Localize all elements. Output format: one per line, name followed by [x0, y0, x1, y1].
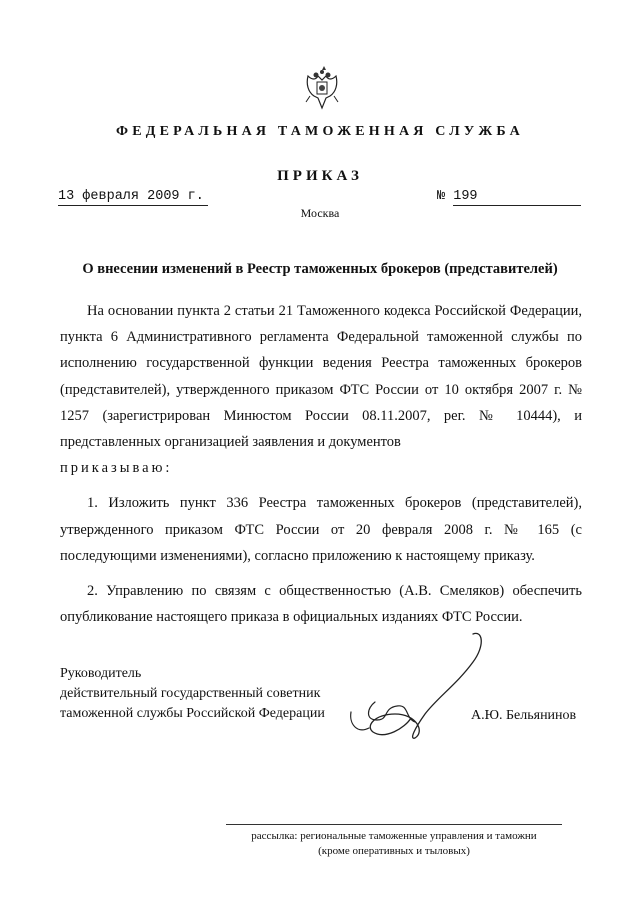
paragraph-basis [60, 298, 582, 481]
signatory-line-1: Руководитель [60, 666, 142, 681]
signatory-line-2: действительный государственный советник [60, 686, 321, 701]
order-number-field [437, 188, 585, 206]
order-number: 199 [453, 188, 581, 206]
basis-text: На основании пункта 2 статьи 21 Таможенного кодекса Российской Федерации, пункта 6 Административного регламента Федеральной таможенной службы по исполнению государственной функции ведения Реестра таможенных брокеров (представителей), утвержденного приказом ФТС России от 10 октября 2007 г. № 1257 (зарегистрирован Минюстом России 08.11.2007, рег. № 10444), и представленных организацией заявления и документов [60, 303, 582, 451]
command-word: приказываю: [60, 460, 173, 477]
signatory-name: А.Ю. Бельянинов [471, 708, 577, 723]
handwritten-signature [345, 628, 495, 750]
paragraph-item-2: 2. Управлению по связям с общественностью (А.В. Смеляков) обеспечить опубликование настоящего приказа в официальных изданиях ФТС России. [60, 583, 582, 626]
order-body [60, 298, 582, 630]
signatory-line-3: таможенной службы Российской Федерации [60, 706, 325, 721]
document-type: ПРИКАЗ [277, 168, 363, 184]
city: Москва [300, 206, 340, 220]
distribution-list [226, 829, 562, 859]
distribution-line-2: (кроме оперативных и тыловых) [318, 845, 470, 857]
distribution-divider [226, 824, 562, 825]
coat-of-arms-icon [302, 62, 342, 112]
agency-name: ФЕДЕРАЛЬНАЯ ТАМОЖЕННАЯ СЛУЖБА [116, 124, 524, 139]
order-date: 13 февраля 2009 г. [58, 188, 208, 206]
signatory-title [60, 664, 325, 724]
distribution-line-1: рассылка: региональные таможенные управления и таможни [251, 830, 537, 842]
paragraph-item-1: 1. Изложить пункт 336 Реестра таможенных брокеров (представителей), утвержденного приказом ФТС России от 20 февраля 2008 г. № 165 (с последующими изменениями), согласно приложению к настоящему приказу. [60, 495, 582, 564]
order-title: О внесении изменений в Реестр таможенных брокеров (представителей) [82, 261, 558, 277]
number-label: № [437, 189, 446, 204]
